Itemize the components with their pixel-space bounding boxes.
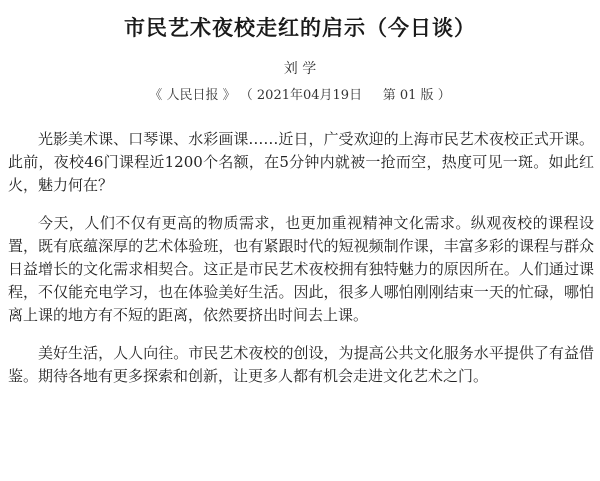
paragraph: 美好生活，人人向往。市民艺术夜校的创设，为提高公共文化服务水平提供了有益借鉴。期待各地有更多探索和创新，让更多人都有机会走进文化艺术之门。 <box>8 344 594 385</box>
article-body <box>8 128 594 403</box>
source-publication: 人民日报 <box>166 88 219 103</box>
article-author: 刘 学 <box>283 61 317 77</box>
source-date-open: （ <box>239 88 253 103</box>
source-page: 第 01 版 <box>382 88 434 103</box>
source-date-close: ） <box>437 88 451 103</box>
article-source <box>0 84 600 103</box>
article-title: 市民艺术夜校走红的启示（今日谈） <box>124 16 476 40</box>
source-open-bracket: 《 <box>149 88 163 103</box>
source-date: 2021年04月19日 <box>256 88 363 103</box>
source-close-bracket: 》 <box>222 88 236 103</box>
paragraph: 光影美术课、口琴课、水彩画课……近日，广受欢迎的上海市民艺术夜校正式开课。此前，夜校46门课程近1200个名额，在5分钟内就被一抢而空，热度可见一斑。如此红火，魅力何在？ <box>8 130 594 194</box>
paragraph: 今天，人们不仅有更高的物质需求，也更加重视精神文化需求。纵观夜校的课程设置，既有底蕴深厚的艺术体验班，也有紧跟时代的短视频制作课，丰富多彩的课程与群众日益增长的文化需求相契合。这正是市民艺术夜校拥有独特魅力的原因所在。人们通过课程，不仅能充电学习，也在体验美好生活。因此，很多人哪怕刚刚结束一天的忙碌，哪怕离上课的地方有不短的距离，依然要挤出时间去上课。 <box>8 214 594 324</box>
